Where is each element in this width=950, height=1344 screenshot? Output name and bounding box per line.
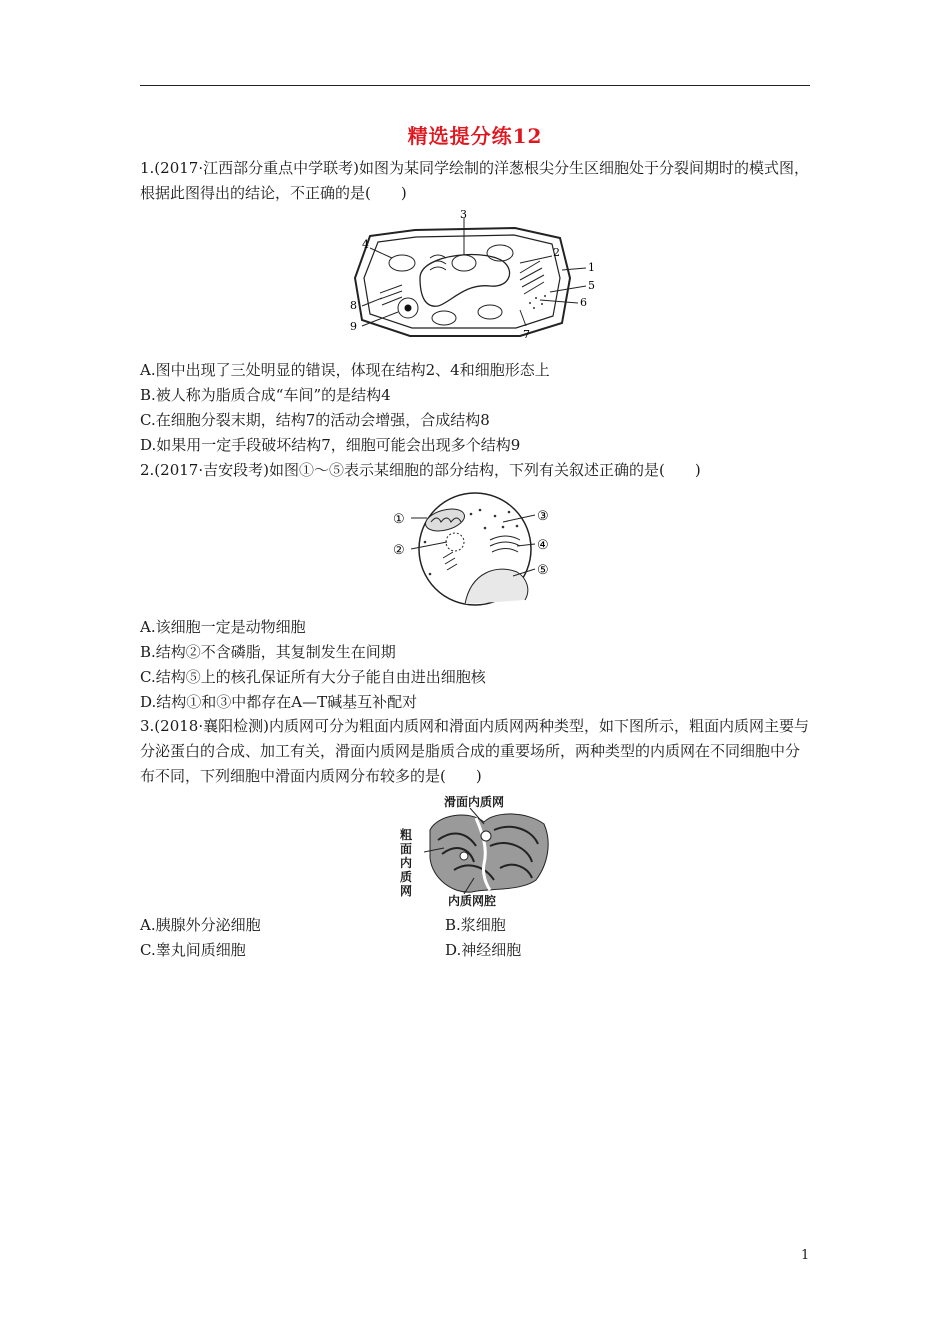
figure-3-label-left: 粗面内质网: [400, 828, 413, 898]
question-2-stem: 2.(2017·吉安段考)如图①～⑤表示某细胞的部分结构，下列有关叙述正确的是( ): [140, 461, 701, 479]
figure-endoplasmic-reticulum: [424, 808, 552, 894]
figure-2-label-5: ⑤: [537, 563, 549, 578]
question-1-option-a: A.图中出现了三处明显的错误，体现在结构2、4和细胞形态上: [140, 361, 550, 379]
question-2-option-c: C.结构⑤上的核孔保证所有大分子能自由进出细胞核: [140, 668, 486, 686]
figure-1-label-5: 5: [588, 279, 595, 292]
question-3-option-d: D.神经细胞: [445, 941, 522, 959]
question-1-option-b: B.被人称为脂质合成“车间”的是结构4: [140, 386, 391, 404]
page-number: 1: [801, 1248, 810, 1263]
figure-3-label-bottom: 内质网腔: [448, 894, 497, 908]
question-1-stem: 1.(2017·江西部分重点中学联考)如图为某同学绘制的洋葱根尖分生区细胞处于分裂间期时的模式图，根据此图得出的结论，不正确的是( ): [140, 159, 809, 202]
figure-1-label-7: 7: [523, 328, 530, 341]
question-1-option-d: D.如果用一定手段破坏结构7，细胞可能会出现多个结构9: [140, 436, 521, 454]
figure-2-label-3: ③: [537, 509, 549, 524]
figure-2-label-1: ①: [393, 512, 405, 527]
figure-plant-cell: [340, 208, 610, 348]
question-2-option-b: B.结构②不含磷脂，其复制发生在间期: [140, 643, 396, 661]
figure-1-label-3: 3: [460, 208, 467, 221]
question-3-option-a: A.胰腺外分泌细胞: [140, 916, 261, 934]
question-3-option-b: B.浆细胞: [445, 916, 506, 934]
question-2-option-d: D.结构①和③中都存在A—T碱基互补配对: [140, 693, 418, 711]
figure-2-label-4: ④: [537, 538, 549, 553]
question-3-stem: 3.(2018·襄阳检测)内质网可分为粗面内质网和滑面内质网两种类型，如下图所示，粗面内质网主要与分泌蛋白的合成、加工有关，滑面内质网是脂质合成的重要场所，两种类型的内质网在不同细胞中分布不同，下列细胞中滑面内质网分布较多的是( ): [140, 717, 809, 785]
figure-3-label-top: 滑面内质网: [444, 795, 505, 809]
figure-1-label-4: 4: [362, 238, 369, 251]
question-3-option-c: C.睾丸间质细胞: [140, 941, 246, 959]
figure-2-label-2: ②: [393, 543, 405, 558]
question-2-option-a: A.该细胞一定是动物细胞: [140, 618, 306, 636]
figure-1-label-9: 9: [350, 320, 357, 333]
figure-1-label-6: 6: [580, 296, 587, 309]
figure-1-label-2: 2: [553, 246, 560, 259]
header-rule: [140, 85, 810, 86]
question-1-option-c: C.在细胞分裂末期，结构7的活动会增强，合成结构8: [140, 411, 490, 429]
figure-cell-structures: [385, 492, 565, 608]
figure-1-label-1: 1: [588, 261, 595, 274]
figure-1-label-8: 8: [350, 299, 357, 312]
page-title: 精选提分练12: [407, 124, 543, 148]
